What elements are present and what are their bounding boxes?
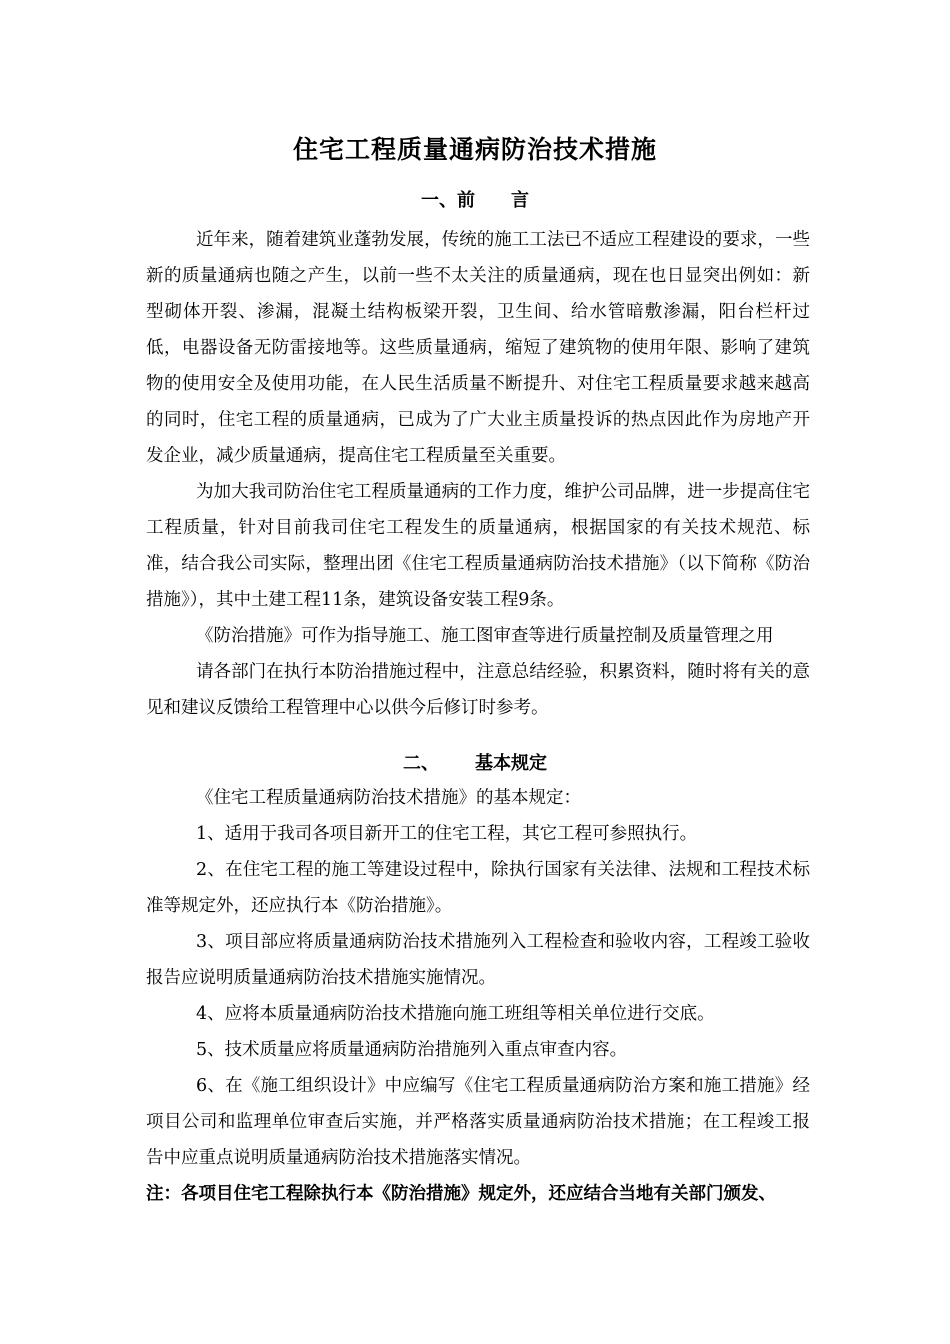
paragraph: 请各部门在执行本防治措施过程中，注意总结经验，积累资料，随时将有关的意见和建议反馈给工程管理中心以供今后修订时参考。 bbox=[146, 662, 810, 718]
list-item: 3、项目部应将质量通病防治技术措施列入工程检查和验收内容，工程竣工验收报告应说明质量通病防治技术措施实施情况。 bbox=[146, 932, 810, 988]
list-item: 6、在《施工组织设计》中应编写《住宅工程质量通病防治方案和施工措施》经项目公司和监理单位审查后实施，并严格落实质量通病防治技术措施；在工程竣工报告中应重点说明质量通病防治技术措施落实情况。 bbox=[146, 1076, 810, 1168]
section-intro: 《住宅工程质量通病防治技术措施》的基本规定： bbox=[196, 788, 581, 808]
list-item: 5、技术质量应将质量通病防治措施列入重点审查内容。 bbox=[196, 1040, 628, 1060]
section-heading-basic-rules bbox=[0, 749, 950, 775]
paragraph: 为加大我司防治住宅工程质量通病的工作力度，维护公司品牌，进一步提高住宅工程质量，针对目前我司住宅工程发生的质量通病，根据国家的有关技术规范、标准，结合我公司实际，整理出团《住宅工程质量通病防治技术措施》（以下简称《防治措施》），其中土建工程11条，建筑设备安装工程9条。 bbox=[146, 482, 810, 610]
list-item: 2、在住宅工程的施工等建设过程中，除执行国家有关法律、法规和工程技术标准等规定外，还应执行本《防治措施》。 bbox=[146, 860, 810, 916]
paragraph: 《防治措施》可作为指导施工、施工图审查等进行质量控制及质量管理之用 bbox=[196, 626, 774, 646]
section-label: 基本规定 bbox=[475, 753, 547, 774]
section-heading-preface bbox=[0, 186, 950, 212]
section-number: 二、 bbox=[403, 753, 439, 774]
note: 注：各项目住宅工程除执行本《防治措施》规定外，还应结合当地有关部门颁发、 bbox=[146, 1184, 776, 1204]
section-label: 言 bbox=[511, 190, 529, 211]
section-number: 一、前 bbox=[421, 190, 475, 211]
list-item: 1、适用于我司各项目新开工的住宅工程，其它工程可参照执行。 bbox=[196, 824, 698, 844]
document-title: 住宅工程质量通病防治技术措施 bbox=[292, 135, 657, 164]
list-item: 4、应将本质量通病防治技术措施向施工班组等相关单位进行交底。 bbox=[196, 1004, 715, 1024]
paragraph: 近年来，随着建筑业蓬勃发展，传统的施工工法已不适应工程建设的要求，一些新的质量通病也随之产生，以前一些不太关注的质量通病，现在也日显突出例如：新型砌体开裂、渗漏，混凝土结构板梁开裂，卫生间、给水管暗敷渗漏，阳台栏杆过低，电器设备无防雷接地等。这些质量通病，缩短了建筑物的使用年限、影响了建筑物的使用安全及使用功能，在人民生活质量不断提升、对住宅工程质量要求越来越高的同时，住宅工程的质量通病，已成为了广大业主质量投诉的热点因此作为房地产开发企业，减少质量通病，提高住宅工程质量至关重要。 bbox=[146, 230, 810, 466]
